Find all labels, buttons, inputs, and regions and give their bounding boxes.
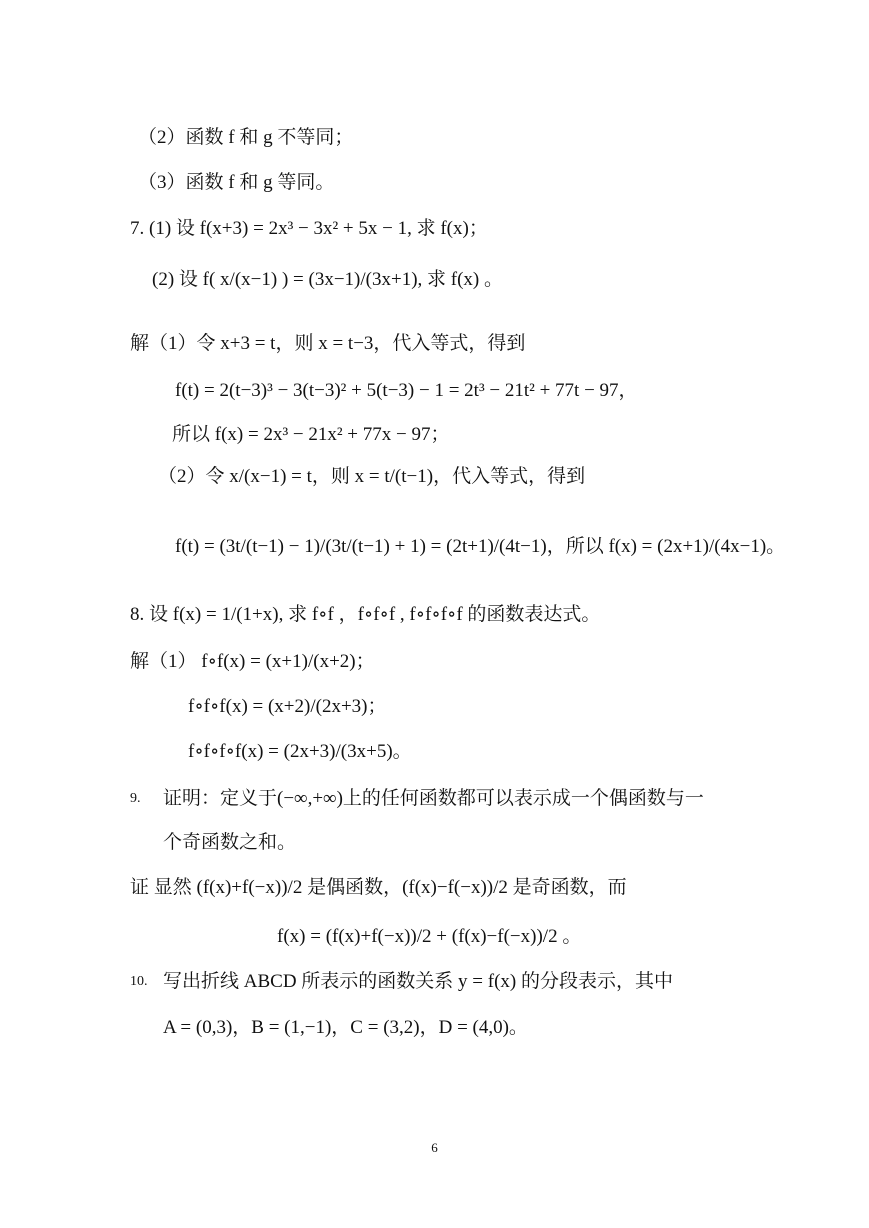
solution-2-equation: f(t) = (3t/(t−1) − 1)/(3t/(t−1) + 1) = (2t+1)/(4t−1)，所以 f(x) = (2x+1)/(4x−1)。 <box>175 536 786 557</box>
solution-8-line-2: f∘f∘f(x) = (x+2)/(2x+3)； <box>188 696 387 717</box>
solution-8-line-1: 解（1） f∘f(x) = (x+1)/(x+2)； <box>130 651 375 672</box>
proof-9-heading: 证 显然 (f(x)+f(−x))/2 是偶函数，(f(x)−f(−x))/2 是奇函数，而 <box>130 877 627 898</box>
problem-7-part-1: 7. (1) 设 f(x+3) = 2x³ − 3x² + 5x − 1, 求 f(x)； <box>130 218 488 239</box>
problem-9-statement: 证明：定义于(−∞,+∞)上的任何函数都可以表示成一个偶函数与一 <box>163 788 704 809</box>
problem-7-part-2: (2) 设 f( x/(x−1) ) = (3x−1)/(3x+1), 求 f(x) 。 <box>152 269 503 290</box>
text-line: （2）函数 f 和 g 不等同； <box>138 127 354 148</box>
problem-10-number: 10. <box>130 974 148 989</box>
problem-9-number: 9. <box>130 791 141 806</box>
problem-8: 8. 设 f(x) = 1/(1+x), 求 f∘f ，f∘f∘f , f∘f∘f∘f 的函数表达式。 <box>130 604 601 625</box>
proof-9-equation: f(x) = (f(x)+f(−x))/2 + (f(x)−f(−x))/2 。 <box>277 926 582 947</box>
solution-1-heading: 解（1）令 x+3 = t，则 x = t−3，代入等式，得到 <box>130 333 526 354</box>
solution-1-result: 所以 f(x) = 2x³ − 21x² + 77x − 97； <box>172 424 450 445</box>
solution-1-equation: f(t) = 2(t−3)³ − 3(t−3)² + 5(t−3) − 1 = 2t³ − 21t² + 77t − 97， <box>175 380 638 401</box>
solution-2-heading: （2）令 x/(x−1) = t，则 x = t/(t−1)，代入等式，得到 <box>158 466 586 487</box>
problem-9-statement-cont: 个奇函数之和。 <box>163 832 297 853</box>
solution-8-line-3: f∘f∘f∘f(x) = (2x+3)/(3x+5)。 <box>188 741 412 762</box>
page-number: 6 <box>431 1140 438 1155</box>
problem-10-points: A = (0,3)，B = (1,−1)，C = (3,2)，D = (4,0)。 <box>163 1017 528 1038</box>
text-line: （3）函数 f 和 g 等同。 <box>138 172 335 193</box>
problem-10-statement: 写出折线 ABCD 所表示的函数关系 y = f(x) 的分段表示，其中 <box>163 971 673 992</box>
